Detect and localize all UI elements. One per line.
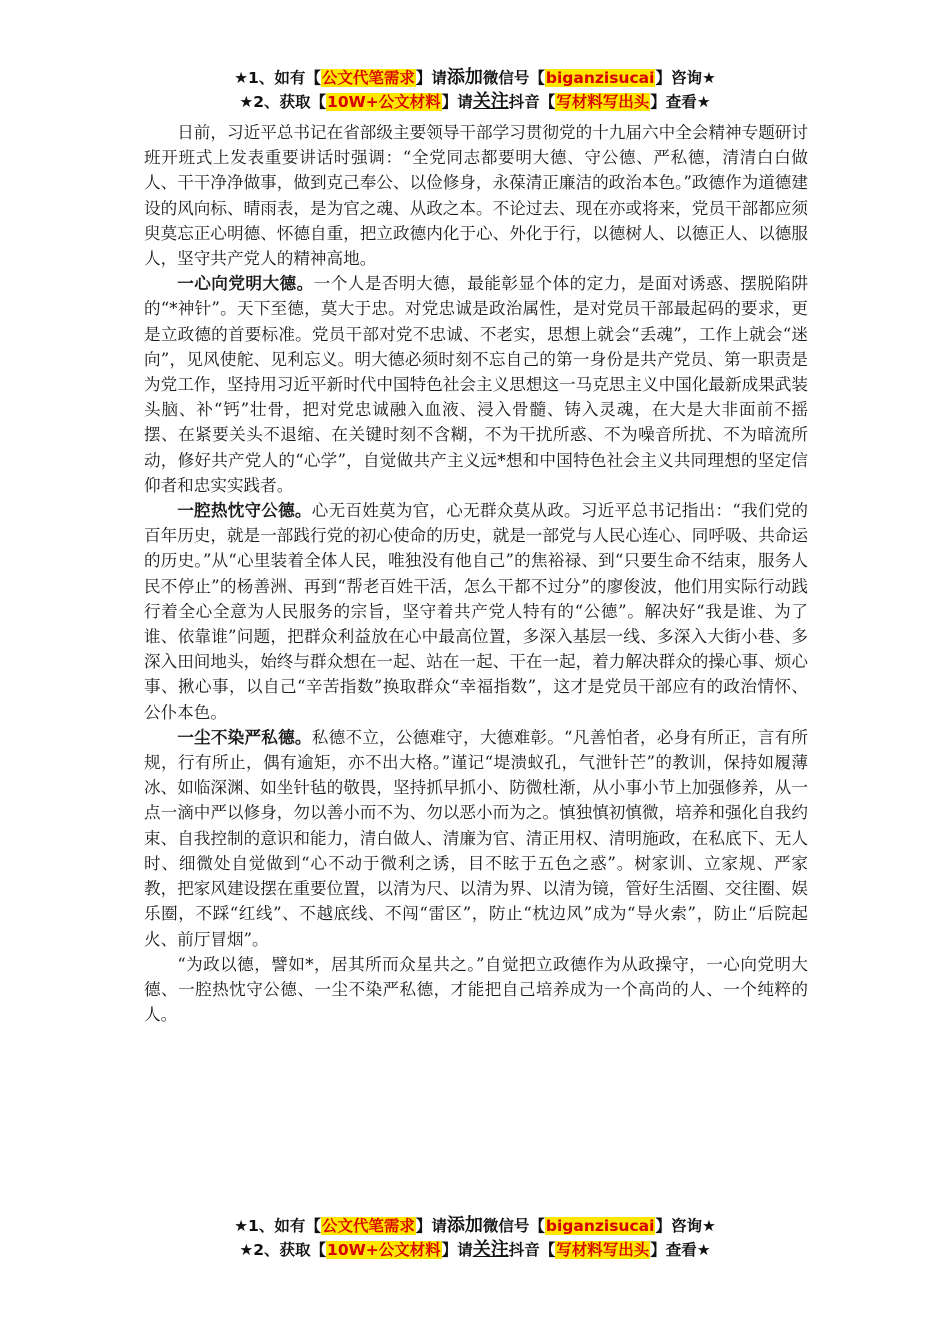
promo-text: ★2、获取【: [239, 1241, 327, 1259]
promo-text: 】咨询★: [655, 1217, 716, 1235]
promo-text: 】查看★: [650, 93, 711, 111]
section-body: 私德不立，公德难守，大德难彰。“凡善怕者，必身有所正，言有所规，行有所止，偶有逾矩，亦不出大格。”谨记“堤溃蚁孔，气泄针芒”的教训，保持如履薄冰、如临深渊、如坐针毡的敬畏，坚持抓早抓小、防微杜渐，从小事小节上加强修养，从一点一滴中严以修身，勿以善小而不为、勿以恶小而为之。慎独慎初慎微，培养和强化自我约束、自我控制的意识和能力，清白做人、清廉为官、清正用权、清明施政，在私底下、无人时、细微处自觉做到“心不动于微利之诱，目不眩于五色之惑”。树家训、立家规、严家教，把家风建设摆在重要位置，以清为尺、以清为界、以清为镜，管好生活圈、交往圈、娱乐圈，不踩“红线”、不越底线、不闯“雷区”，防止“枕边风”成为“导火索”，防止“后院起火、前厅冒烟”。: [144, 727, 809, 949]
promo-text: 】请: [415, 1217, 447, 1235]
highlight-douyin-account: 写材料写出头: [556, 1241, 650, 1259]
section-heading: 一心向党明大德。: [177, 273, 314, 294]
promo-text: 抖音【: [508, 93, 556, 111]
intro-paragraph: 日前，习近平总书记在省部级主要领导干部学习贯彻党的十九届六中全会精神专题研讨班开班式上发表重要讲话时强调：“全党同志都要明大德、守公德、严私德，清清白白做人、干干净净做事，做到克己奉公、以俭修身，永葆清正廉洁的政治本色。”政德作为道德建设的风向标、晴雨表，是为官之魂、从政之本。不论过去、现在亦或将来，党员干部都应须臾莫忘正心明德、怀德自重，把立政德内化于心、外化于行，以德树人、以德正人、以德服人，坚守共产党人的精神高地。: [144, 123, 808, 269]
promo-emphasis: 关注: [472, 91, 509, 112]
section-paragraph-3: [144, 725, 808, 952]
promo-line-2: [0, 1238, 950, 1262]
highlight-douyin-account: 写材料写出头: [556, 93, 650, 111]
promo-line-2: [0, 90, 950, 114]
highlight-wechat-id: biganzisucai: [545, 1217, 655, 1235]
promo-text: 抖音【: [508, 1241, 556, 1259]
section-paragraph-1: [144, 271, 808, 498]
promo-text: 微信号【: [482, 69, 545, 87]
article-body: [144, 120, 808, 1027]
promo-line-1: [0, 66, 950, 90]
promo-text: 】咨询★: [655, 69, 716, 87]
highlight-materials: 10W+公文材料: [327, 1241, 441, 1259]
promo-text: 】查看★: [650, 1241, 711, 1259]
promo-banner-top: [0, 66, 950, 114]
section-body: 一个人是否明大德，最能彰显个体的定力，是面对诱惑、摆脱陷阱的“*神针”。天下至德，莫大于忠。对党忠诚是政治属性，是对党员干部最起码的要求，更是立政德的首要标准。党员干部对党不忠诚、不老实，思想上就会“丢魂”，工作上就会“迷向”，见风使舵、见利忘义。明大德必须时刻不忘自己的第一身份是共产党员、第一职责是为党工作，坚持用习近平新时代中国特色社会主义思想这一马克思主义中国化最新成果武装头脑、补“钙”壮骨，把对党忠诚融入血液、浸入骨髓、铸入灵魂，在大是大非面前不摇摆、在紧要关头不退缩、在关键时刻不含糊，不为干扰所惑、不为噪音所扰、不为暗流所动，修好共产党人的“心学”，自觉做共产主义远*想和中国特色社会主义共同理想的坚定信仰者和忠实实践者。: [144, 274, 809, 495]
highlight-service: 公文代笔需求: [321, 1217, 415, 1235]
promo-text: ★1、如有【: [234, 69, 321, 87]
highlight-wechat-id: biganzisucai: [545, 69, 655, 87]
promo-banner-bottom: [0, 1214, 950, 1262]
closing-paragraph: “为政以德，譬如*，居其所而众星共之。”自觉把立政德作为从政操守，一心向党明大德、一腔热忱守公德、一尘不染严私德，才能把自己培养成为一个高尚的人、一个纯粹的人。: [144, 954, 808, 1025]
promo-line-1: [0, 1214, 950, 1238]
promo-text: ★2、获取【: [239, 93, 327, 111]
promo-text: ★1、如有【: [234, 1217, 321, 1235]
promo-emphasis: 关注: [472, 1239, 509, 1260]
promo-text: 】请: [415, 69, 447, 87]
section-body: 心无百姓莫为官，心无群众莫从政。习近平总书记指出：“我们党的百年历史，就是一部践行党的初心使命的历史，就是一部党与人民心连心、同呼吸、共命运的历史。”从“心里装着全体人民，唯独没有他自己”的焦裕禄、到“只要生命不结束，服务人民不停止”的杨善洲、再到“帮老百姓干活，怎么干都不过分”的廖俊波，他们用实际行动践行着全心全意为人民服务的宗旨，坚守着共产党人特有的“公德”。解决好“我是谁、为了谁、依靠谁”问题，把群众利益放在心中最高位置，多深入基层一线、多深入大街小巷、多深入田间地头，始终与群众想在一起、站在一起、干在一起，着力解决群众的操心事、烦心事、揪心事，以自己“辛苦指数”换取群众“幸福指数”，这才是党员干部应有的政治情怀、公仆本色。: [144, 501, 809, 722]
promo-emphasis: 添加: [446, 1215, 483, 1236]
highlight-materials: 10W+公文材料: [327, 93, 441, 111]
section-heading: 一尘不染严私德。: [177, 726, 312, 747]
highlight-service: 公文代笔需求: [321, 69, 415, 87]
promo-text: 微信号【: [482, 1217, 545, 1235]
section-paragraph-2: [144, 498, 808, 725]
promo-emphasis: 添加: [446, 67, 483, 88]
section-heading: 一腔热忱守公德。: [177, 500, 312, 521]
promo-text: 】请: [441, 93, 473, 111]
promo-text: 】请: [441, 1241, 473, 1259]
